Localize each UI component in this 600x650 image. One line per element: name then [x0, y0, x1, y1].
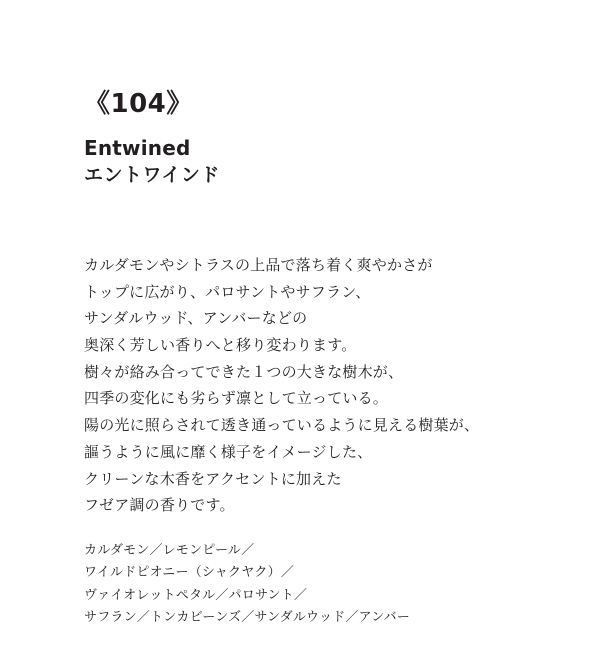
notes-line: サフラン／トンカビーンズ／サンダルウッド／アンバー	[84, 610, 410, 626]
description-line: フゼア調の香りです。	[84, 496, 235, 515]
description-line: 奥深く芳しい香りへと移り変わります。	[84, 336, 357, 355]
fragrance-notes	[84, 540, 554, 629]
description-line: クリーンな木香をアクセントに加えた	[84, 469, 342, 488]
description-line: 謳うように風に靡く様子をイメージした、	[84, 442, 373, 461]
description-line: トップに広がり、パロサントやサフラン、	[84, 282, 371, 301]
description-line: 樹々が絡み合ってできた１つの大きな樹木が、	[84, 362, 404, 381]
notes-line: ワイルドピオニー（シャクヤク）／	[84, 565, 295, 581]
product-description	[84, 252, 554, 519]
notes-line: カルダモン／レモンピール／	[84, 543, 255, 558]
notes-line: ヴァイオレットペタル／パロサント／	[84, 587, 308, 603]
product-name-japanese: エントワインド	[84, 163, 220, 186]
product-header	[84, 88, 524, 188]
description-line: 陽の光に照らされて透き通っているように見える樹葉が、	[84, 416, 480, 435]
product-name-english: Entwined	[84, 135, 191, 160]
description-line: カルダモンやシトラスの上品で落ち着く爽やかさが	[84, 256, 433, 274]
description-line: サンダルウッド、アンバーなどの	[84, 309, 308, 328]
description-line: 四季の変化にも劣らず凛として立っている。	[84, 389, 389, 408]
product-number: 《104》	[84, 89, 193, 119]
